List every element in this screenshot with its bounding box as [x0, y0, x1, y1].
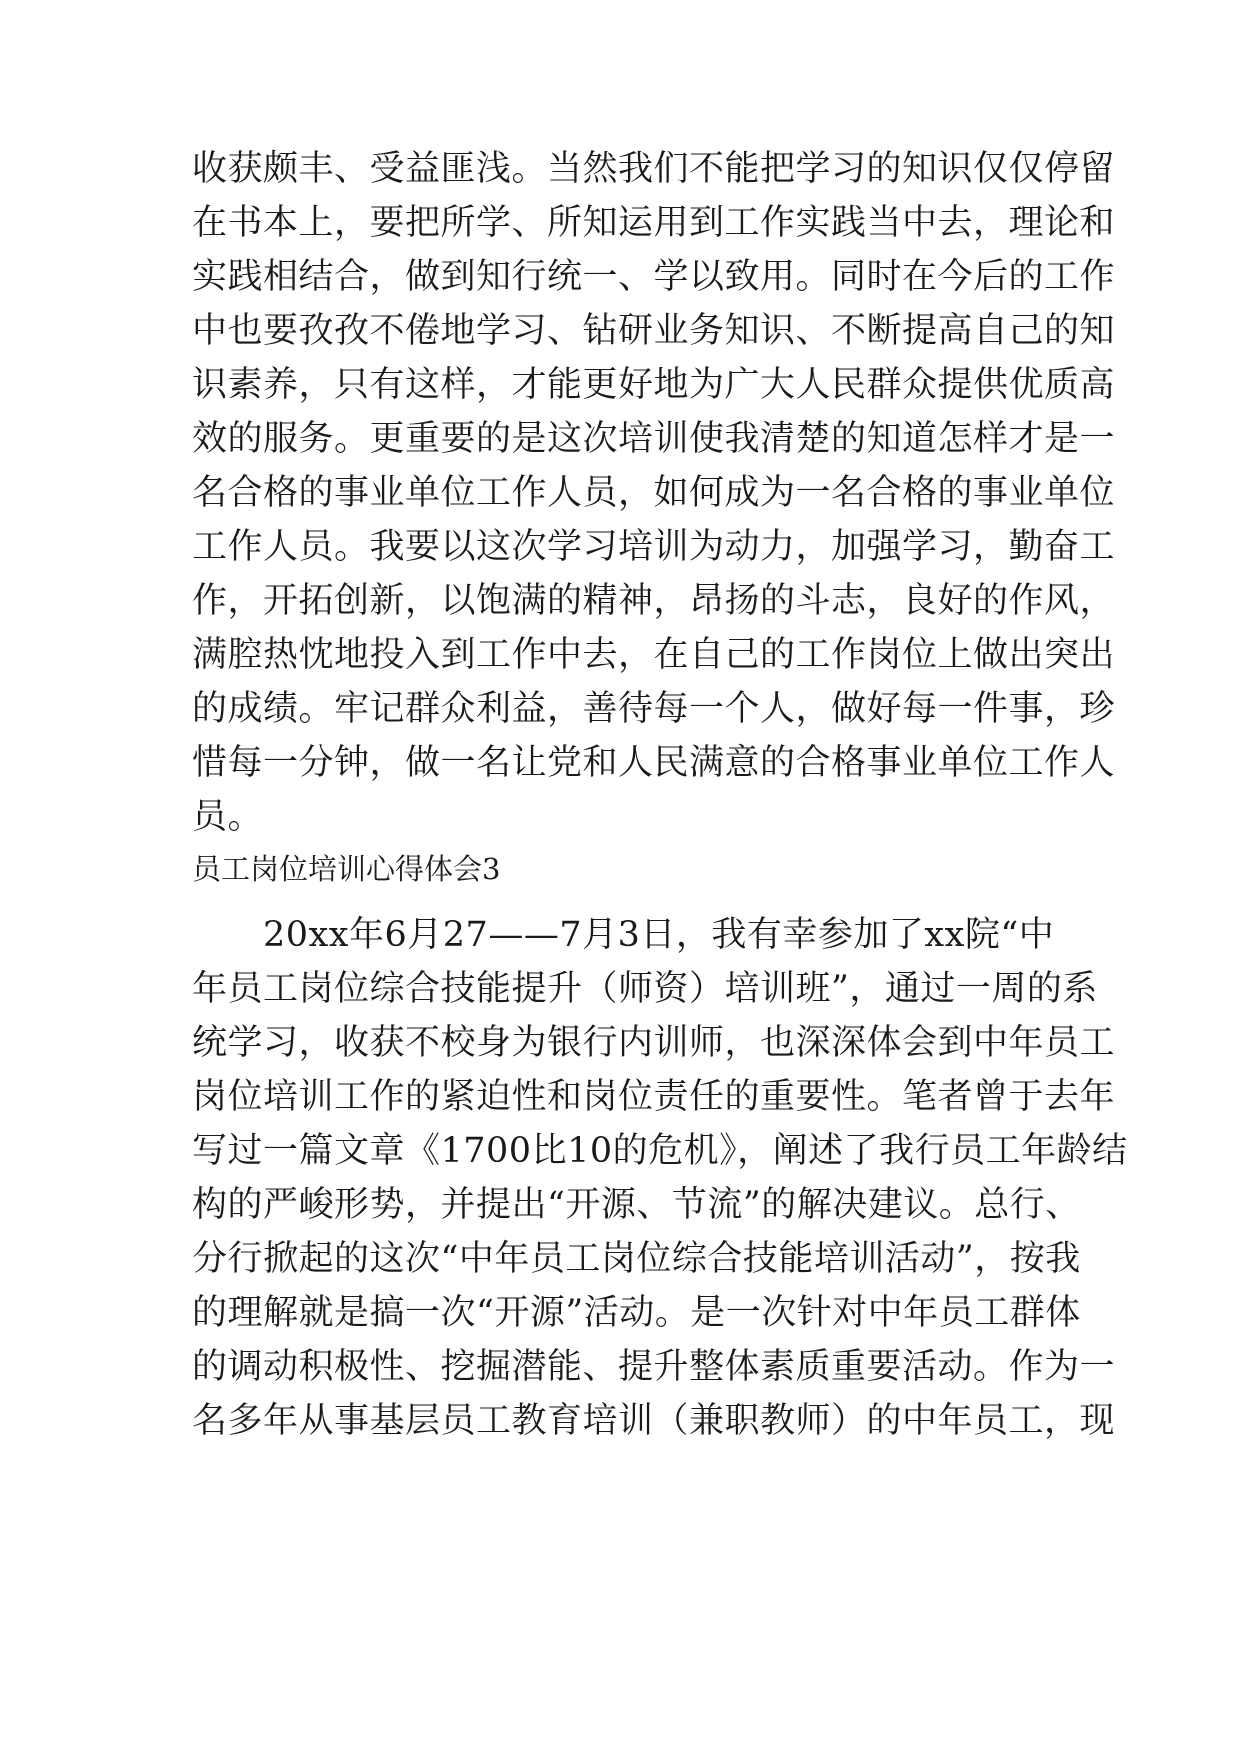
paragraph-line: 年员工岗位综合技能提升（师资）培训班”，通过一周的系: [192, 969, 1098, 1009]
paragraph-line: 统学习，收获不校身为银行内训师，也深深体会到中年员工: [192, 1023, 1116, 1063]
paragraph-line: 中也要孜孜不倦地学习、钻研业务知识、不断提高自己的知: [192, 311, 1116, 351]
paragraph-line: 识素养，只有这样，才能更好地为广大人民群众提供优质高: [192, 365, 1116, 405]
paragraph-line: 在书本上，要把所学、所知运用到工作实践当中去，理论和: [192, 203, 1116, 243]
paragraph-line: 岗位培训工作的紧迫性和岗位责任的重要性。笔者曾于去年: [192, 1077, 1116, 1117]
paragraph-line: 员。: [192, 797, 264, 837]
paragraph-line: 惜每一分钟，做一名让党和人民满意的合格事业单位工作人: [192, 743, 1116, 783]
paragraph-line: 名合格的事业单位工作人员，如何成为一名合格的事业单位: [192, 473, 1116, 513]
paragraph-line: 效的服务。更重要的是这次培训使我清楚的知道怎样才是一: [192, 419, 1116, 459]
paragraph-line: 20xx年6月27——7月3日，我有幸参加了xx院“中: [192, 915, 1055, 955]
paragraph-line: 实践相结合，做到知行统一、学以致用。同时在今后的工作: [192, 257, 1116, 297]
paragraph-line: 名多年从事基层员工教育培训（兼职教师）的中年员工，现: [192, 1401, 1116, 1441]
paragraph-line: 工作人员。我要以这次学习培训为动力，加强学习，勤奋工: [192, 527, 1116, 567]
paragraph-line: 满腔热忱地投入到工作中去，在自己的工作岗位上做出突出: [192, 635, 1116, 675]
paragraph-line: 的调动积极性、挖掘潜能、提升整体素质重要活动。作为一: [192, 1347, 1116, 1387]
paragraph-line: 的理解就是搞一次“开源”活动。是一次针对中年员工群体: [192, 1293, 1081, 1333]
paragraph-line: 作，开拓创新，以饱满的精神，昂扬的斗志，良好的作风，: [192, 581, 1116, 621]
section-heading: 员工岗位培训心得体会3: [192, 852, 501, 886]
paragraph-line: 收获颇丰、受益匪浅。当然我们不能把学习的知识仅仅停留: [192, 149, 1116, 189]
paragraph-line: 构的严峻形势，并提出“开源、节流”的解决建议。总行、: [192, 1185, 1081, 1225]
paragraph-line: 分行掀起的这次“中年员工岗位综合技能培训活动”，按我: [192, 1239, 1081, 1279]
paragraph-line: 的成绩。牢记群众利益，善待每一个人，做好每一件事，珍: [192, 689, 1116, 729]
paragraph-line: 写过一篇文章《1700比10的危机》，阐述了我行员工年龄结: [192, 1131, 1128, 1171]
